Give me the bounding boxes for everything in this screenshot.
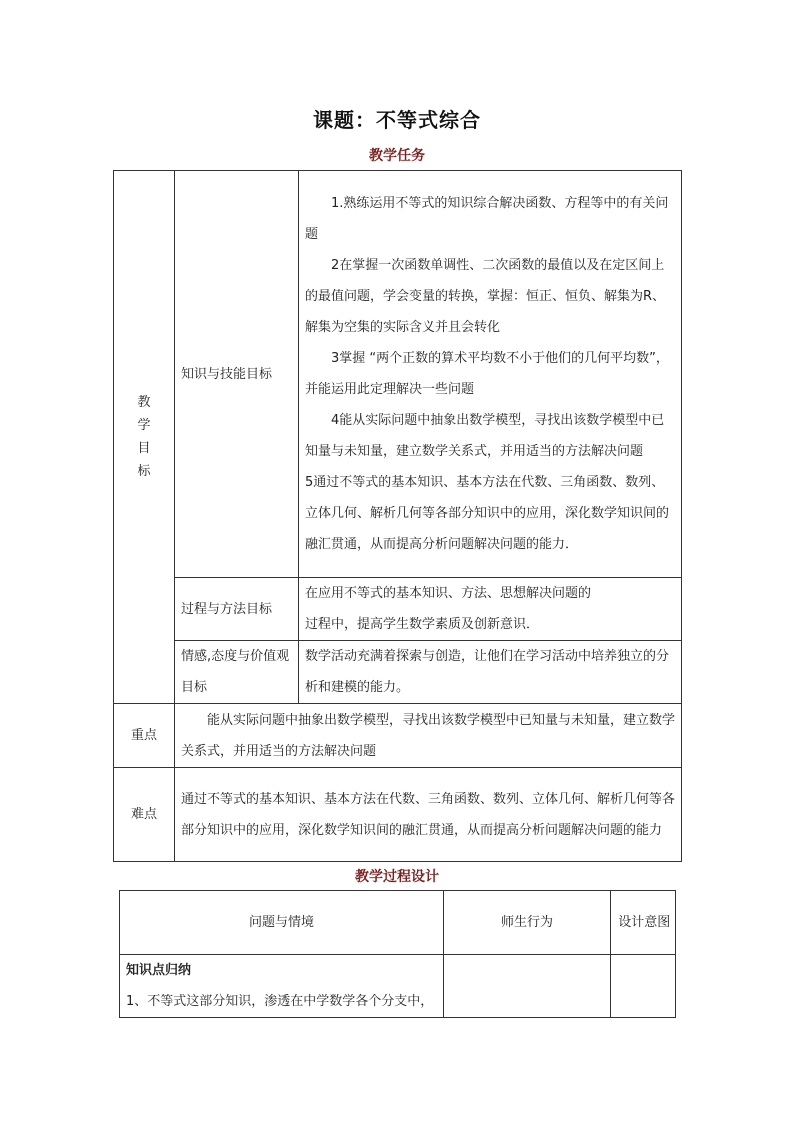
knowledge-skills-label: 知识与技能目标: [175, 171, 299, 578]
process-method-content: [299, 578, 682, 641]
section-title-teaching-tasks: 教学任务: [369, 148, 425, 164]
objective-item: 1.熟练运用不等式的知识综合解决函数、方程等中的有关问题: [305, 196, 669, 242]
header-teacher-student-action: 师生行为: [444, 891, 611, 955]
teaching-tasks-table: [113, 170, 682, 862]
objectives-label: 教学目标: [137, 395, 151, 479]
objective-item: 2在掌握一次函数单调性、二次函数的最值以及在定区间上的最值问题，学会变量的转换，掌握：恒正、恒负、解集为R、解集为空集的实际含义并且会转化: [305, 258, 666, 335]
page-title: 课题：不等式综合: [313, 108, 481, 132]
objective-item: 4能从实际问题中抽象出数学模型，寻找出该数学模型中已知量与未知量，建立数学关系式，并用适当的方法解决问题: [305, 413, 665, 459]
objective-item: 过程中，提高学生数学素质及创新意识．: [305, 617, 540, 632]
header-design-intent: 设计意图: [611, 891, 676, 955]
objectives-label-cell: [114, 171, 175, 704]
key-point-label: 重点: [114, 704, 175, 768]
header-problem-situation: 问题与情境: [120, 891, 444, 955]
knowledge-summary-heading: 知识点归纳: [126, 963, 192, 978]
difficulty-label: 难点: [114, 768, 175, 862]
knowledge-skills-content: [299, 171, 682, 578]
process-row-intent: [611, 955, 676, 1018]
objective-item: 在应用不等式的基本知识、方法、思想解决问题的: [305, 586, 592, 601]
objective-item: 5通过不等式的基本知识、基本方法在代数、三角函数、数列、立体几何、解析几何等各部分知识中的应用，深化数学知识间的融汇贯通，从而提高分析问题解决问题的能力．: [305, 475, 670, 552]
process-design-table: [119, 890, 676, 1018]
knowledge-summary-text: 1、不等式这部分知识，渗透在中学数学各个分支中，: [126, 994, 434, 1009]
emotion-attitude-content: [299, 641, 682, 704]
difficulty-content: [175, 768, 682, 862]
emotion-attitude-label: 情感,态度与价值观目标: [175, 641, 299, 704]
key-point-text: 能从实际问题中抽象出数学模型，寻找出该数学模型中已知量与未知量，建立数学关系式，并用适当的方法解决问题: [181, 712, 676, 759]
process-row-content: [120, 955, 444, 1018]
objective-item: 数学活动充满着探索与创造，让他们在学习活动中培养独立的分析和建模的能力。: [305, 649, 670, 695]
objective-item: 3掌握 “两个正数的算术平均数不小于他们的几何平均数”，并能运用此定理解决一些问题: [305, 351, 669, 397]
section-title-process-design: 教学过程设计: [355, 869, 439, 885]
process-method-label: 过程与方法目标: [175, 578, 299, 641]
key-point-content: [175, 704, 682, 768]
difficulty-text: 通过不等式的基本知识、基本方法在代数、三角函数、数列、立体几何、解析几何等各部分知识中的应用，深化数学知识间的融汇贯通，从而提高分析问题解决问题的能力: [181, 791, 676, 838]
process-row-action: [444, 955, 611, 1018]
